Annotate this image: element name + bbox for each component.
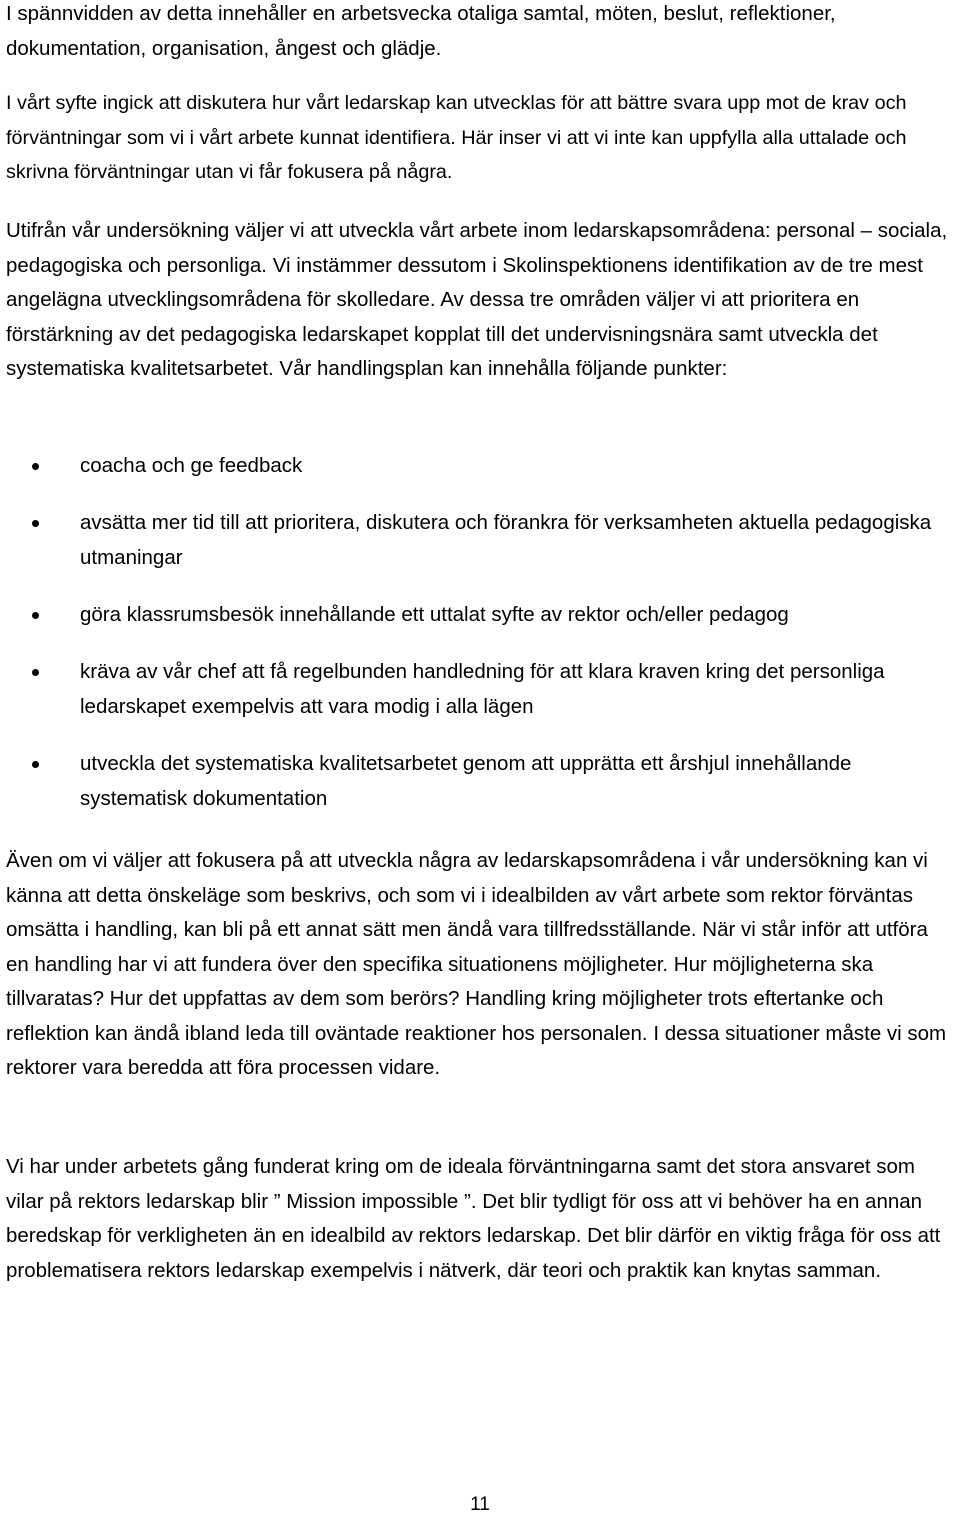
bullet-icon [32,463,39,470]
bullet-icon [32,761,39,768]
bullet-icon [32,612,39,619]
list-item-text: utveckla det systematiska kvalitetsarbetet genom att upprätta ett årshjul innehållande systematisk dokumentation [80,752,852,810]
page-number: 11 [470,1494,490,1515]
list-item-text: avsätta mer tid till att prioritera, diskutera och förankra för verksamheten aktuella pedagogiska utmaningar [80,511,932,569]
bullet-icon [32,669,39,676]
list-item-text: göra klassrumsbesök innehållande ett uttalat syfte av rektor och/eller pedagog [80,603,789,626]
paragraph-intro: I spännvidden av detta innehåller en arbetsvecka otaliga samtal, möten, beslut, reflektioner, dokumentation, organisation, ångest och glädje. [6,2,836,60]
list-item [6,654,956,724]
list-item [6,746,956,816]
paragraph-leadership-areas: Utifrån vår undersökning väljer vi att utveckla vårt arbete inom ledarskapsområdena: personal – sociala, pedagogiska och personliga. Vi instämmer dessutom i Skolinspektionens identifikation av de tre mest angelägna utvecklingsområdena för skolledare. Av dessa tre områden väljer vi att prioritera en förstärkning av det pedagogiska ledarskapet kopplat till det undervisningsnära samt utveckla det systematiska kvalitetsarbetet. Vår handlingsplan kan innehålla följande punkter: [6,219,948,380]
list-item-text: kräva av vår chef att få regelbunden handledning för att klara kraven kring det personliga ledarskapet exempelvis att vara modig i alla lägen [80,660,885,718]
action-plan-list [6,448,956,838]
paragraph-reflection: Även om vi väljer att fokusera på att utveckla några av ledarskapsområdena i vår undersökning kan vi känna att detta önskeläge som beskrivs, och som vi i idealbilden av vårt arbete som rektor förväntas omsätta i handling, kan bli på ett annat sätt men ändå vara tillfredsställande. När vi står inför att utföra en handling har vi att fundera över den specifika situationens möjligheter. Hur möjligheterna ska tillvaratas? Hur det uppfattas av dem som berörs? Handling kring möjligheter trots eftertanke och reflektion kan ändå ibland leda till oväntade reaktioner hos personalen. I dessa situationer måste vi som rektorer vara beredda att föra processen vidare. [6,849,947,1079]
bullet-icon [32,520,39,527]
list-item [6,597,956,632]
list-item [6,448,956,483]
paragraph-purpose [6,86,956,190]
list-item-text: coacha och ge feedback [80,454,303,477]
paragraph-purpose-part1: I vårt syfte ingick att diskutera hur vårt ledarskap kan utvecklas för att bättre svara upp mot de krav och förväntningar som vi i vårt arbete kunnat identifiera. [6,92,907,149]
list-item [6,505,956,575]
paragraph-conclusion: Vi har under arbetets gång funderat kring om de ideala förväntningarna samt det stora ansvaret som vilar på rektors ledarskap blir ” Mission impossible ”. Det blir tydligt för oss att vi behöver ha en annan beredskap för verkligheten än en idealbild av rektors ledarskap. Det blir därför en viktig fråga för oss att problematisera rektors ledarskap exempelvis i nätverk, där teori och praktik kan knytas samman. [6,1155,941,1282]
paragraph-purpose-part2: Här inser vi att vi inte kan uppfylla alla uttalade och skrivna förväntningar utan vi får fokusera på några. [6,126,907,183]
